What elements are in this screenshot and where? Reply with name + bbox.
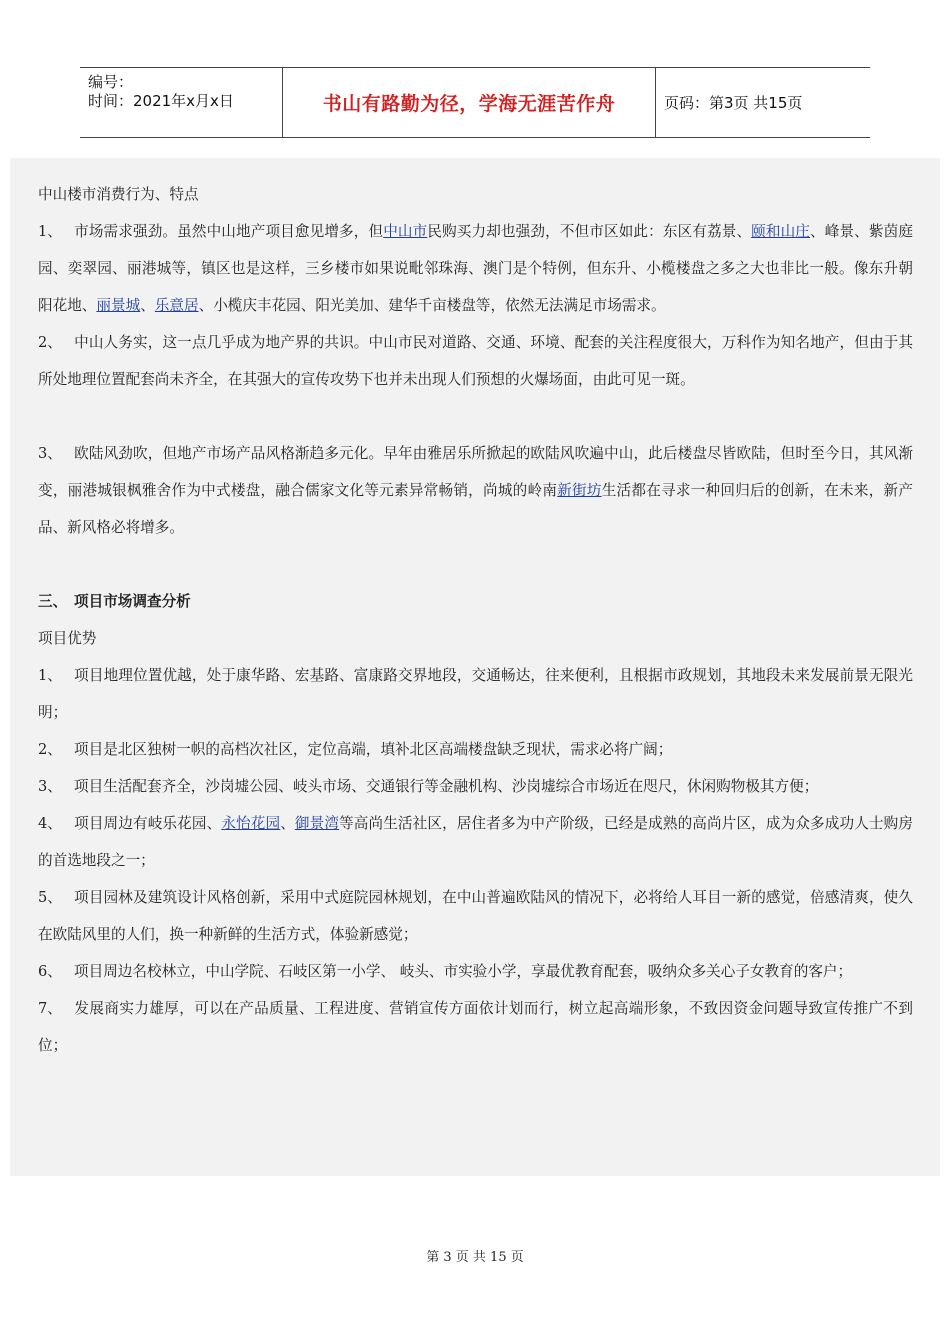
section-heading [38, 583, 913, 620]
item-number: 2、 [38, 741, 62, 758]
time-label: 时间：2021年x月x日 [88, 92, 234, 110]
header-page-info: 页码：第3页 共15页 [664, 94, 803, 112]
advantage-1: 1、 项目地理位置优越，处于康华路、宏基路、富康路交界地段，交通畅达，往来便利，且根据市政规划，其地段未来发展前景无限光明； [38, 657, 913, 731]
advantage-6: 6、 项目周边名校林立，中山学院、石岐区第一小学、 岐头、市实验小学，享最优教育配套，吸纳众多关心子女教育的客户； [38, 953, 913, 990]
section-title: 项目市场调查分析 [74, 593, 191, 610]
paragraph-2: 2、 中山人务实，这一点几乎成为地产界的共识。中山市民对道路、交通、环境、配套的关注程度很大，万科作为知名地产，但由于其所处地理位置配套尚未齐全，在其强大的宣传攻势下也并未出现人们预想的火爆场面，由此可见一斑。 [38, 324, 913, 398]
paragraph-number: 3、 [38, 445, 62, 462]
item-number: 1、 [38, 667, 62, 684]
paragraph-1: 1、 市场需求强劲。虽然中山地产项目愈见增多，但中山市民购买力却也强劲，不但市区如此：东区有荔景、颐和山庄、峰景、紫茵庭园、奕翠园、丽港城等，镇区也是这样，三乡楼市如果说毗邻珠海、澳门是个特例，但东升、小榄楼盘之多之大也非比一般。像东升朝阳花地、丽景城、乐意居、小榄庆丰花园、阳光美加、建华千亩楼盘等，依然无法满足市场需求。 [38, 213, 913, 324]
paragraph-3: 3、 欧陆风劲吹，但地产市场产品风格渐趋多元化。早年由雅居乐所掀起的欧陆风吹遍中山，此后楼盘尽皆欧陆，但时至今日，其风渐变，丽港城银枫雅舍作为中式楼盘，融合儒家文化等元素异常畅销，尚城的岭南新街坊生活都在寻求一种回归后的创新，在未来，新产品、新风格必将增多。 [38, 435, 913, 546]
header-meta [80, 68, 282, 137]
link-yujingwan[interactable]: 御景湾 [294, 815, 340, 832]
section-number: 三、 [38, 593, 68, 610]
advantage-7: 7、 发展商实力雄厚，可以在产品质量、工程进度、营销宣传方面依计划而行，树立起高端形象，不致因资金问题导致宣传推广不到位； [38, 990, 913, 1064]
item-number: 7、 [38, 1000, 62, 1017]
link-lijingcheng[interactable]: 丽景城 [96, 297, 141, 314]
advantage-5: 5、 项目园林及建筑设计风格创新，采用中式庭院园林规划，在中山普遍欧陆风的情况下，必将给人耳目一新的感觉，倍感清爽，使久在欧陆风里的人们，换一种新鲜的生活方式，体验新感觉； [38, 879, 913, 953]
item-number: 6、 [38, 963, 62, 980]
item-number: 5、 [38, 889, 62, 906]
page-footer: 第 3 页 共 15 页 [426, 1250, 524, 1265]
header-motto: 书山有路勤为径，学海无涯苦作舟 [282, 68, 656, 137]
link-leyiju[interactable]: 乐意居 [154, 297, 199, 314]
link-zhongshan-city[interactable]: 中山市 [383, 223, 428, 240]
advantage-3: 3、 项目生活配套齐全，沙岗墟公园、岐头市场、交通银行等金融机构、沙岗墟综合市场近在咫尺，休闲购物极其方便； [38, 768, 913, 805]
link-yongyi-garden[interactable]: 永怡花园 [221, 815, 281, 832]
link-yiheshanzhuang[interactable]: 颐和山庄 [751, 223, 811, 240]
item-number: 3、 [38, 778, 62, 795]
item-number: 4、 [38, 815, 62, 832]
advantage-2: 2、 项目是北区独树一帜的高档次社区，定位高端，填补北区高端楼盘缺乏现状，需求必将广阔； [38, 731, 913, 768]
code-label: 编号： [88, 73, 134, 91]
heading-project-advantages: 项目优势 [38, 630, 97, 647]
link-xinjiefang[interactable]: 新街坊 [557, 482, 602, 499]
blank-line [38, 546, 913, 583]
document-body [38, 176, 913, 1064]
blank-line [38, 398, 913, 435]
header-table [80, 67, 870, 138]
advantage-4: 4、 项目周边有岐乐花园、永怡花园、御景湾等高尚生活社区，居住者多为中产阶级，已经是成熟的高尚片区，成为众多成功人士购房的首选地段之一； [38, 805, 913, 879]
paragraph-number: 2、 [38, 334, 62, 351]
heading-consumer-behavior: 中山楼市消费行为、特点 [38, 186, 199, 203]
paragraph-number: 1、 [38, 223, 62, 240]
